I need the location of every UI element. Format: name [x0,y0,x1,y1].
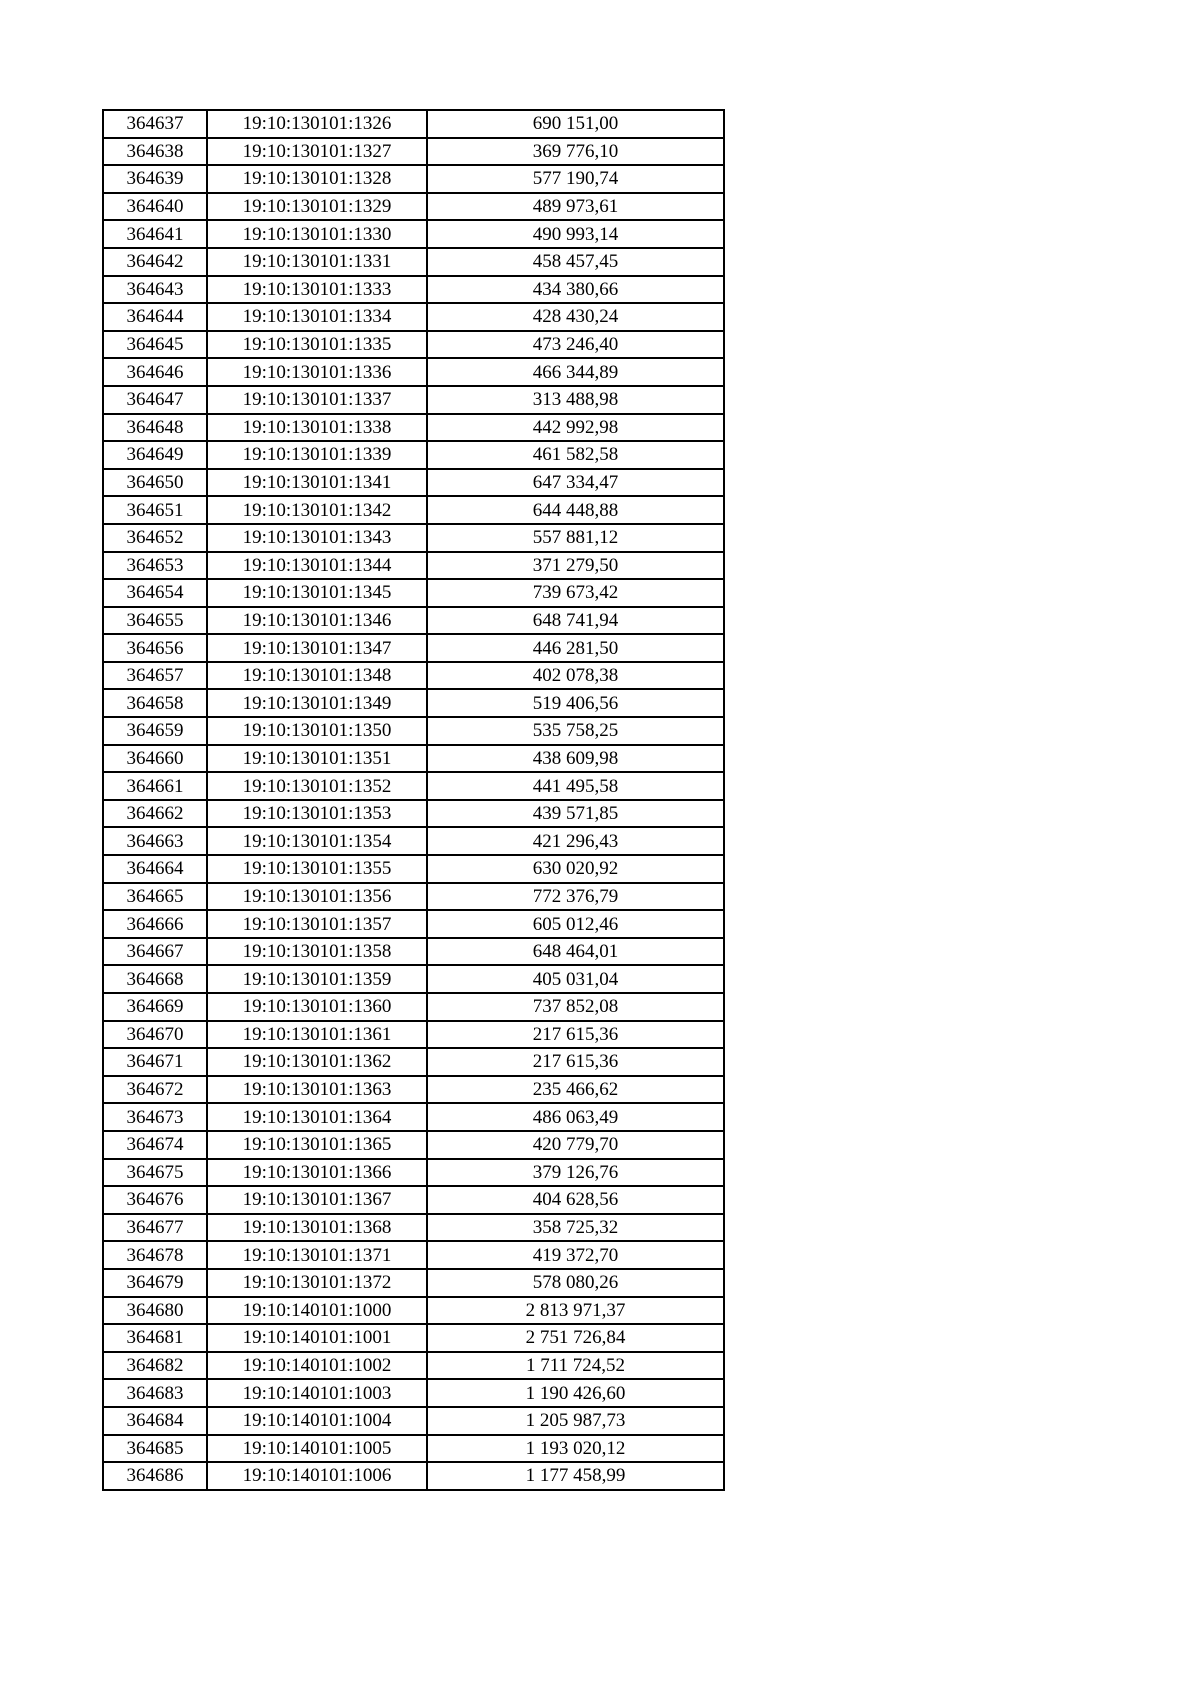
table-row [103,1103,724,1131]
cadastral-number-cell: 19:10:130101:1344 [207,552,427,580]
table-row [103,1241,724,1269]
row-number-cell: 364637 [103,110,207,138]
cadastral-value-cell: 605 012,46 [427,910,724,938]
table-row [103,248,724,276]
cadastral-number-cell: 19:10:130101:1355 [207,855,427,883]
cadastral-number-cell: 19:10:130101:1359 [207,965,427,993]
cadastral-number-cell: 19:10:130101:1363 [207,1076,427,1104]
cadastral-number-cell: 19:10:130101:1339 [207,441,427,469]
table-row [103,800,724,828]
row-number-cell: 364684 [103,1407,207,1435]
cadastral-value-cell: 379 126,76 [427,1159,724,1187]
cadastral-value-cell: 1 190 426,60 [427,1379,724,1407]
table-row [103,1159,724,1187]
table-row [103,1214,724,1242]
cadastral-number-cell: 19:10:130101:1341 [207,469,427,497]
row-number-cell: 364665 [103,883,207,911]
cadastral-number-cell: 19:10:130101:1348 [207,662,427,690]
cadastral-number-cell: 19:10:130101:1326 [207,110,427,138]
table-row [103,1297,724,1325]
cadastral-number-cell: 19:10:140101:1004 [207,1407,427,1435]
cadastral-value-cell: 419 372,70 [427,1241,724,1269]
row-number-cell: 364666 [103,910,207,938]
cadastral-value-cell: 739 673,42 [427,579,724,607]
cadastral-value-cell: 421 296,43 [427,827,724,855]
row-number-cell: 364654 [103,579,207,607]
row-number-cell: 364656 [103,634,207,662]
cadastral-number-cell: 19:10:130101:1327 [207,138,427,166]
row-number-cell: 364645 [103,331,207,359]
cadastral-value-cell: 486 063,49 [427,1103,724,1131]
row-number-cell: 364662 [103,800,207,828]
cadastral-value-cell: 644 448,88 [427,496,724,524]
cadastral-value-cell: 461 582,58 [427,441,724,469]
cadastral-value-cell: 648 741,94 [427,607,724,635]
row-number-cell: 364677 [103,1214,207,1242]
cadastral-value-cell: 2 813 971,37 [427,1297,724,1325]
table-row [103,1407,724,1435]
cadastral-value-cell: 648 464,01 [427,938,724,966]
cadastral-value-cell: 434 380,66 [427,276,724,304]
cadastral-value-cell: 489 973,61 [427,193,724,221]
row-number-cell: 364679 [103,1269,207,1297]
cadastral-number-cell: 19:10:130101:1362 [207,1048,427,1076]
cadastral-number-cell: 19:10:130101:1354 [207,827,427,855]
cadastral-number-cell: 19:10:130101:1350 [207,717,427,745]
cadastral-number-cell: 19:10:130101:1358 [207,938,427,966]
row-number-cell: 364686 [103,1462,207,1490]
cadastral-number-cell: 19:10:130101:1335 [207,331,427,359]
row-number-cell: 364663 [103,827,207,855]
row-number-cell: 364681 [103,1324,207,1352]
cadastral-value-cell: 369 776,10 [427,138,724,166]
cadastral-value-cell: 535 758,25 [427,717,724,745]
table-row [103,524,724,552]
row-number-cell: 364669 [103,993,207,1021]
table-row [103,1186,724,1214]
cadastral-number-cell: 19:10:130101:1328 [207,165,427,193]
cadastral-number-cell: 19:10:130101:1349 [207,689,427,717]
table-row [103,1021,724,1049]
table-row [103,634,724,662]
cadastral-value-cell: 235 466,62 [427,1076,724,1104]
row-number-cell: 364664 [103,855,207,883]
row-number-cell: 364657 [103,662,207,690]
cadastral-number-cell: 19:10:130101:1347 [207,634,427,662]
row-number-cell: 364644 [103,303,207,331]
cadastral-number-cell: 19:10:130101:1360 [207,993,427,1021]
table-row [103,717,724,745]
row-number-cell: 364660 [103,745,207,773]
cadastral-value-cell: 405 031,04 [427,965,724,993]
cadastral-number-cell: 19:10:130101:1334 [207,303,427,331]
table-row [103,110,724,138]
table-row [103,772,724,800]
row-number-cell: 364680 [103,1297,207,1325]
cadastral-number-cell: 19:10:130101:1338 [207,414,427,442]
cadastral-value-cell: 439 571,85 [427,800,724,828]
cadastral-value-cell: 420 779,70 [427,1131,724,1159]
cadastral-value-cell: 737 852,08 [427,993,724,1021]
table-row [103,1131,724,1159]
row-number-cell: 364651 [103,496,207,524]
cadastral-value-cell: 2 751 726,84 [427,1324,724,1352]
cadastral-number-cell: 19:10:130101:1367 [207,1186,427,1214]
cadastral-value-cell: 446 281,50 [427,634,724,662]
cadastral-number-cell: 19:10:130101:1329 [207,193,427,221]
cadastral-value-cell: 428 430,24 [427,303,724,331]
row-number-cell: 364650 [103,469,207,497]
row-number-cell: 364655 [103,607,207,635]
row-number-cell: 364649 [103,441,207,469]
cadastral-value-cell: 1 205 987,73 [427,1407,724,1435]
table-row [103,331,724,359]
cadastral-value-cell: 438 609,98 [427,745,724,773]
table-row [103,386,724,414]
table-row [103,938,724,966]
cadastral-number-cell: 19:10:130101:1337 [207,386,427,414]
cadastral-number-cell: 19:10:130101:1342 [207,496,427,524]
cadastral-value-cell: 358 725,32 [427,1214,724,1242]
row-number-cell: 364647 [103,386,207,414]
table-body [103,110,724,1490]
cadastral-number-cell: 19:10:140101:1006 [207,1462,427,1490]
cadastral-value-cell: 557 881,12 [427,524,724,552]
row-number-cell: 364661 [103,772,207,800]
cadastral-number-cell: 19:10:130101:1353 [207,800,427,828]
table-row [103,662,724,690]
row-number-cell: 364670 [103,1021,207,1049]
cadastral-number-cell: 19:10:130101:1372 [207,1269,427,1297]
cadastral-number-cell: 19:10:130101:1364 [207,1103,427,1131]
cadastral-value-cell: 458 457,45 [427,248,724,276]
row-number-cell: 364653 [103,552,207,580]
row-number-cell: 364648 [103,414,207,442]
table-row [103,579,724,607]
table-row [103,1269,724,1297]
table-row [103,441,724,469]
cadastral-value-cell: 772 376,79 [427,883,724,911]
cadastral-number-cell: 19:10:130101:1365 [207,1131,427,1159]
table-row [103,910,724,938]
cadastral-value-cell: 402 078,38 [427,662,724,690]
table-row [103,607,724,635]
table-row [103,552,724,580]
table-row [103,965,724,993]
cadastral-number-cell: 19:10:130101:1333 [207,276,427,304]
cadastral-value-cell: 442 992,98 [427,414,724,442]
row-number-cell: 364643 [103,276,207,304]
table-row [103,414,724,442]
row-number-cell: 364652 [103,524,207,552]
table-row [103,303,724,331]
cadastral-number-cell: 19:10:130101:1356 [207,883,427,911]
cadastral-number-cell: 19:10:130101:1361 [207,1021,427,1049]
row-number-cell: 364667 [103,938,207,966]
cadastral-number-cell: 19:10:130101:1345 [207,579,427,607]
cadastral-number-cell: 19:10:130101:1331 [207,248,427,276]
cadastral-number-cell: 19:10:130101:1343 [207,524,427,552]
row-number-cell: 364641 [103,220,207,248]
row-number-cell: 364675 [103,1159,207,1187]
table-row [103,1048,724,1076]
cadastral-number-cell: 19:10:130101:1330 [207,220,427,248]
cadastral-value-cell: 690 151,00 [427,110,724,138]
table-row [103,1352,724,1380]
row-number-cell: 364640 [103,193,207,221]
row-number-cell: 364674 [103,1131,207,1159]
cadastral-number-cell: 19:10:130101:1357 [207,910,427,938]
table-row [103,689,724,717]
table-row [103,469,724,497]
cadastral-value-cell: 1 177 458,99 [427,1462,724,1490]
cadastral-number-cell: 19:10:130101:1346 [207,607,427,635]
table-row [103,138,724,166]
cadastral-value-cell: 519 406,56 [427,689,724,717]
cadastral-value-cell: 217 615,36 [427,1021,724,1049]
table-row [103,358,724,386]
table-row [103,1435,724,1463]
table-row [103,496,724,524]
row-number-cell: 364642 [103,248,207,276]
row-number-cell: 364671 [103,1048,207,1076]
cadastral-value-cell: 404 628,56 [427,1186,724,1214]
row-number-cell: 364668 [103,965,207,993]
cadastral-number-cell: 19:10:130101:1366 [207,1159,427,1187]
cadastral-value-table [102,109,725,1491]
row-number-cell: 364678 [103,1241,207,1269]
row-number-cell: 364646 [103,358,207,386]
cadastral-value-cell: 1 193 020,12 [427,1435,724,1463]
cadastral-value-cell: 371 279,50 [427,552,724,580]
cadastral-number-cell: 19:10:130101:1368 [207,1214,427,1242]
row-number-cell: 364638 [103,138,207,166]
row-number-cell: 364639 [103,165,207,193]
table-row [103,827,724,855]
table-row [103,1462,724,1490]
table-row [103,883,724,911]
table-row [103,220,724,248]
cadastral-value-cell: 1 711 724,52 [427,1352,724,1380]
table-row [103,855,724,883]
table-row [103,276,724,304]
cadastral-number-cell: 19:10:140101:1002 [207,1352,427,1380]
cadastral-number-cell: 19:10:130101:1336 [207,358,427,386]
cadastral-number-cell: 19:10:130101:1351 [207,745,427,773]
cadastral-value-cell: 473 246,40 [427,331,724,359]
cadastral-number-cell: 19:10:140101:1001 [207,1324,427,1352]
cadastral-value-cell: 441 495,58 [427,772,724,800]
cadastral-value-cell: 217 615,36 [427,1048,724,1076]
cadastral-number-cell: 19:10:130101:1352 [207,772,427,800]
row-number-cell: 364673 [103,1103,207,1131]
row-number-cell: 364672 [103,1076,207,1104]
table-row [103,1324,724,1352]
table-row [103,165,724,193]
cadastral-value-cell: 466 344,89 [427,358,724,386]
row-number-cell: 364659 [103,717,207,745]
row-number-cell: 364658 [103,689,207,717]
cadastral-value-cell: 630 020,92 [427,855,724,883]
table-row [103,745,724,773]
cadastral-value-cell: 490 993,14 [427,220,724,248]
table-row [103,993,724,1021]
table-row [103,1379,724,1407]
cadastral-value-cell: 313 488,98 [427,386,724,414]
row-number-cell: 364676 [103,1186,207,1214]
table-row [103,193,724,221]
cadastral-value-cell: 578 080,26 [427,1269,724,1297]
cadastral-number-cell: 19:10:140101:1000 [207,1297,427,1325]
row-number-cell: 364682 [103,1352,207,1380]
cadastral-value-cell: 577 190,74 [427,165,724,193]
table-row [103,1076,724,1104]
cadastral-number-cell: 19:10:140101:1003 [207,1379,427,1407]
cadastral-number-cell: 19:10:130101:1371 [207,1241,427,1269]
row-number-cell: 364683 [103,1379,207,1407]
cadastral-number-cell: 19:10:140101:1005 [207,1435,427,1463]
cadastral-value-cell: 647 334,47 [427,469,724,497]
row-number-cell: 364685 [103,1435,207,1463]
